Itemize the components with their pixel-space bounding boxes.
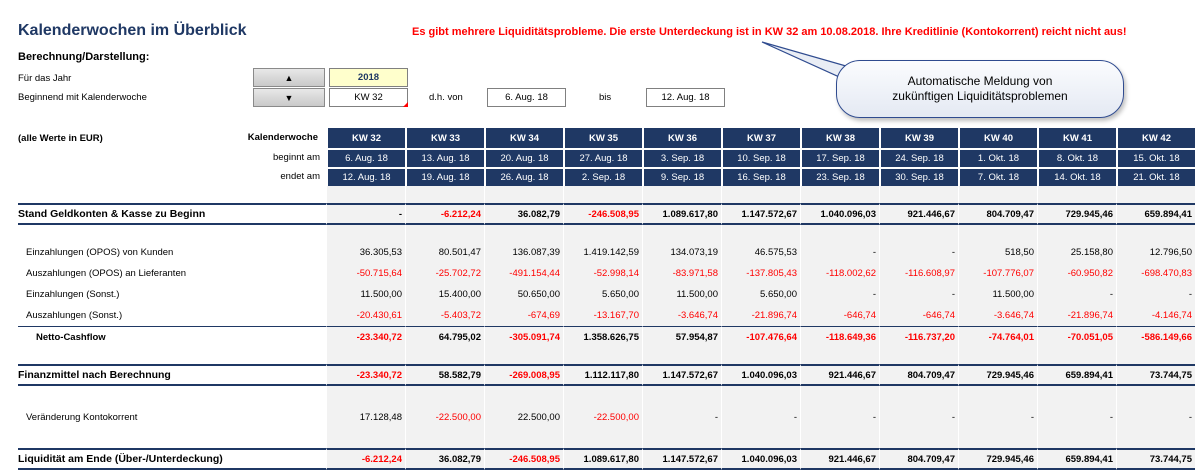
value-cell: -107.476,64 bbox=[721, 326, 800, 347]
spacer-cell bbox=[642, 225, 721, 242]
cashflow-table bbox=[18, 128, 1195, 470]
value-cell: - bbox=[800, 284, 879, 305]
ein-sonst-row bbox=[18, 284, 1195, 305]
spacer-cell bbox=[563, 225, 642, 242]
spacer-cell bbox=[800, 225, 879, 242]
value-cell: -20.430,61 bbox=[326, 305, 405, 326]
spacer-cell bbox=[879, 347, 958, 364]
spacer-cell bbox=[958, 225, 1037, 242]
spacer-cell bbox=[642, 347, 721, 364]
spacer-cell bbox=[405, 186, 484, 203]
value-cell: 729.945,46 bbox=[958, 448, 1037, 470]
spacer-cell bbox=[721, 186, 800, 203]
value-cell: - bbox=[958, 403, 1037, 431]
spacer-cell bbox=[800, 431, 879, 448]
spacer-row bbox=[18, 431, 1195, 448]
value-cell: 136.087,39 bbox=[484, 242, 563, 263]
dh-von-label: d.h. von bbox=[429, 92, 463, 103]
spacer-cell bbox=[405, 386, 484, 403]
value-cell: 1.089.617,80 bbox=[642, 203, 721, 225]
value-cell: 50.650,00 bbox=[484, 284, 563, 305]
value-cell: -646,74 bbox=[879, 305, 958, 326]
kw-header-cell: KW 35 bbox=[563, 128, 642, 148]
year-field[interactable]: 2018 bbox=[329, 68, 408, 87]
start-date-cell: 24. Sep. 18 bbox=[879, 148, 958, 167]
start-date-cell: 8. Okt. 18 bbox=[1037, 148, 1116, 167]
spacer-cell bbox=[879, 225, 958, 242]
spacer-cell bbox=[1037, 386, 1116, 403]
value-cell: -246.508,95 bbox=[563, 203, 642, 225]
liq-row bbox=[18, 448, 1195, 470]
kw-header-cell: KW 40 bbox=[958, 128, 1037, 148]
bis-label: bis bbox=[599, 92, 612, 103]
comment-indicator-icon bbox=[403, 102, 408, 107]
value-cell: 57.954,87 bbox=[642, 326, 721, 347]
row-label: Netto-Cashflow bbox=[18, 326, 326, 347]
callout-line2: zukünftigen Liquiditätsproblemen bbox=[892, 89, 1068, 103]
value-cell: -5.403,72 bbox=[405, 305, 484, 326]
week-field[interactable] bbox=[329, 88, 408, 107]
spacer-cell bbox=[405, 431, 484, 448]
spacer-cell bbox=[721, 225, 800, 242]
value-cell: 64.795,02 bbox=[405, 326, 484, 347]
start-label: beginnt am bbox=[272, 152, 320, 163]
value-cell: -6.212,24 bbox=[326, 448, 405, 470]
value-cell: -118.649,36 bbox=[800, 326, 879, 347]
value-cell: 1.358.626,75 bbox=[563, 326, 642, 347]
value-cell: -70.051,05 bbox=[1037, 326, 1116, 347]
aus-lief-row bbox=[18, 263, 1195, 284]
value-cell: -586.149,66 bbox=[1116, 326, 1195, 347]
kw-header-cell: KW 36 bbox=[642, 128, 721, 148]
value-cell: -60.950,82 bbox=[1037, 263, 1116, 284]
spacer-cell bbox=[958, 186, 1037, 203]
spacer-cell bbox=[1116, 386, 1195, 403]
end-date-cell: 26. Aug. 18 bbox=[484, 167, 563, 186]
end-label: endet am bbox=[280, 171, 320, 182]
start-date-cell: 6. Aug. 18 bbox=[326, 148, 405, 167]
value-cell: 518,50 bbox=[958, 242, 1037, 263]
start-date-cell: 17. Sep. 18 bbox=[800, 148, 879, 167]
spacer-cell bbox=[563, 186, 642, 203]
start-date-cell: 10. Sep. 18 bbox=[721, 148, 800, 167]
year-label: Für das Jahr bbox=[18, 73, 72, 84]
spacer-cell bbox=[484, 386, 563, 403]
start-date-cell: 3. Sep. 18 bbox=[642, 148, 721, 167]
value-cell: 659.894,41 bbox=[1037, 448, 1116, 470]
kw-header-cell: KW 32 bbox=[326, 128, 405, 148]
value-cell: 73.744,75 bbox=[1116, 448, 1195, 470]
value-cell: - bbox=[1116, 284, 1195, 305]
ein-kunden-row bbox=[18, 242, 1195, 263]
spacer-cell bbox=[1037, 186, 1116, 203]
unit-label: (alle Werte in EUR) bbox=[18, 132, 103, 144]
value-cell: - bbox=[800, 242, 879, 263]
value-cell: 1.147.572,67 bbox=[721, 203, 800, 225]
spacer-row bbox=[18, 386, 1195, 403]
value-cell: - bbox=[721, 403, 800, 431]
value-cell: 804.709,47 bbox=[958, 203, 1037, 225]
value-cell: -21.896,74 bbox=[1037, 305, 1116, 326]
value-cell: -6.212,24 bbox=[405, 203, 484, 225]
row-label: Finanzmittel nach Berechnung bbox=[18, 364, 326, 386]
spacer-cell bbox=[800, 186, 879, 203]
end-date-cell: 14. Okt. 18 bbox=[1037, 167, 1116, 186]
value-cell: 11.500,00 bbox=[642, 284, 721, 305]
value-cell: 36.082,79 bbox=[405, 448, 484, 470]
value-cell: -74.764,01 bbox=[958, 326, 1037, 347]
value-cell: 921.446,67 bbox=[800, 448, 879, 470]
value-cell: -116.737,20 bbox=[879, 326, 958, 347]
spacer-cell bbox=[642, 431, 721, 448]
row-label: Stand Geldkonten & Kasse zu Beginn bbox=[18, 203, 326, 225]
spacer-cell bbox=[484, 347, 563, 364]
value-cell: 729.945,46 bbox=[1037, 203, 1116, 225]
spacer-cell bbox=[405, 225, 484, 242]
spacer-cell bbox=[563, 347, 642, 364]
value-cell: -13.167,70 bbox=[563, 305, 642, 326]
value-cell: -674,69 bbox=[484, 305, 563, 326]
value-cell: - bbox=[879, 403, 958, 431]
value-cell: 22.500,00 bbox=[484, 403, 563, 431]
week-label: Beginnend mit Kalenderwoche bbox=[18, 92, 147, 103]
start-row bbox=[18, 148, 1195, 167]
value-cell: 17.128,48 bbox=[326, 403, 405, 431]
aus-sonst-row bbox=[18, 305, 1195, 326]
value-cell: 25.158,80 bbox=[1037, 242, 1116, 263]
from-date-field: 6. Aug. 18 bbox=[487, 88, 566, 107]
value-cell: -23.340,72 bbox=[326, 364, 405, 386]
spacer-cell bbox=[405, 347, 484, 364]
spacer-row bbox=[18, 225, 1195, 242]
spacer-cell bbox=[484, 431, 563, 448]
value-cell: 11.500,00 bbox=[958, 284, 1037, 305]
callout-line1: Automatische Meldung von bbox=[907, 74, 1053, 88]
stand-row bbox=[18, 203, 1195, 225]
netto-row bbox=[18, 326, 1195, 347]
value-cell: - bbox=[326, 203, 405, 225]
value-cell: - bbox=[1037, 284, 1116, 305]
value-cell: 1.089.617,80 bbox=[563, 448, 642, 470]
kw-header-cell: KW 42 bbox=[1116, 128, 1195, 148]
value-cell: -491.154,44 bbox=[484, 263, 563, 284]
value-cell: -4.146,74 bbox=[1116, 305, 1195, 326]
end-date-cell: 30. Sep. 18 bbox=[879, 167, 958, 186]
value-cell: -50.715,64 bbox=[326, 263, 405, 284]
spacer-cell bbox=[721, 386, 800, 403]
value-cell: -698.470,83 bbox=[1116, 263, 1195, 284]
end-date-cell: 21. Okt. 18 bbox=[1116, 167, 1195, 186]
value-cell: 1.147.572,67 bbox=[642, 364, 721, 386]
spacer-cell bbox=[1116, 186, 1195, 203]
value-cell: -3.646,74 bbox=[642, 305, 721, 326]
end-date-cell: 19. Aug. 18 bbox=[405, 167, 484, 186]
spacer-row bbox=[18, 347, 1195, 364]
value-cell: -118.002,62 bbox=[800, 263, 879, 284]
value-cell: -246.508,95 bbox=[484, 448, 563, 470]
spacer-cell bbox=[1037, 225, 1116, 242]
row-label: Liquidität am Ende (Über-/Unterdeckung) bbox=[18, 448, 326, 470]
value-cell: 58.582,79 bbox=[405, 364, 484, 386]
value-cell: -22.500,00 bbox=[563, 403, 642, 431]
spacer-cell bbox=[326, 347, 405, 364]
value-cell: 46.575,53 bbox=[721, 242, 800, 263]
end-date-cell: 23. Sep. 18 bbox=[800, 167, 879, 186]
value-cell: 804.709,47 bbox=[879, 448, 958, 470]
value-cell: 80.501,47 bbox=[405, 242, 484, 263]
liquidity-alert: Es gibt mehrere Liquiditätsprobleme. Die erste Unterdeckung ist in KW 32 am 10.08.2018. Ihre Kreditlinie (Kontokorrent) reicht nicht aus! bbox=[412, 26, 1127, 38]
value-cell: -3.646,74 bbox=[958, 305, 1037, 326]
value-cell: 1.419.142,59 bbox=[563, 242, 642, 263]
value-cell: 1.040.096,03 bbox=[721, 364, 800, 386]
finanz-row bbox=[18, 364, 1195, 386]
end-date-cell: 2. Sep. 18 bbox=[563, 167, 642, 186]
section-subtitle: Berechnung/Darstellung: bbox=[18, 51, 150, 63]
value-cell: -646,74 bbox=[800, 305, 879, 326]
spacer-cell bbox=[326, 386, 405, 403]
value-cell: - bbox=[1116, 403, 1195, 431]
value-cell: 659.894,41 bbox=[1037, 364, 1116, 386]
spacer-cell bbox=[326, 225, 405, 242]
spacer-cell bbox=[484, 225, 563, 242]
spacer-cell bbox=[879, 386, 958, 403]
callout-box bbox=[836, 60, 1124, 118]
spacer-cell bbox=[563, 431, 642, 448]
row-label: Einzahlungen (OPOS) von Kunden bbox=[26, 247, 174, 258]
spacer-cell bbox=[879, 431, 958, 448]
spacer-cell bbox=[958, 347, 1037, 364]
start-date-cell: 20. Aug. 18 bbox=[484, 148, 563, 167]
spacer-cell bbox=[721, 431, 800, 448]
kw-header-row bbox=[18, 128, 1195, 148]
week-value: KW 32 bbox=[354, 92, 383, 103]
value-cell: 921.446,67 bbox=[879, 203, 958, 225]
spacer-cell bbox=[563, 386, 642, 403]
kw-header-cell: KW 33 bbox=[405, 128, 484, 148]
start-date-cell: 1. Okt. 18 bbox=[958, 148, 1037, 167]
spacer-cell bbox=[1116, 225, 1195, 242]
value-cell: 5.650,00 bbox=[721, 284, 800, 305]
value-cell: 36.082,79 bbox=[484, 203, 563, 225]
kw-header-cell: KW 34 bbox=[484, 128, 563, 148]
spacer-cell bbox=[879, 186, 958, 203]
spacer-cell bbox=[800, 386, 879, 403]
value-cell: 1.040.096,03 bbox=[721, 448, 800, 470]
value-cell: -305.091,74 bbox=[484, 326, 563, 347]
kk-row bbox=[18, 403, 1195, 431]
kw-label: Kalenderwoche bbox=[247, 132, 318, 143]
value-cell: -21.896,74 bbox=[721, 305, 800, 326]
start-date-cell: 13. Aug. 18 bbox=[405, 148, 484, 167]
value-cell: - bbox=[800, 403, 879, 431]
value-cell: -107.776,07 bbox=[958, 263, 1037, 284]
spacer-cell bbox=[1037, 431, 1116, 448]
end-date-cell: 9. Sep. 18 bbox=[642, 167, 721, 186]
kw-header-cell: KW 37 bbox=[721, 128, 800, 148]
value-cell: -25.702,72 bbox=[405, 263, 484, 284]
value-cell: -116.608,97 bbox=[879, 263, 958, 284]
value-cell: 1.112.117,80 bbox=[563, 364, 642, 386]
value-cell: -22.500,00 bbox=[405, 403, 484, 431]
row-label: Auszahlungen (Sonst.) bbox=[26, 310, 123, 321]
kw-header-cell: KW 39 bbox=[879, 128, 958, 148]
end-date-cell: 7. Okt. 18 bbox=[958, 167, 1037, 186]
value-cell: 1.040.096,03 bbox=[800, 203, 879, 225]
end-date-cell: 12. Aug. 18 bbox=[326, 167, 405, 186]
end-date-cell: 16. Sep. 18 bbox=[721, 167, 800, 186]
row-label: Auszahlungen (OPOS) an Lieferanten bbox=[26, 268, 187, 279]
value-cell: 36.305,53 bbox=[326, 242, 405, 263]
spacer-cell bbox=[958, 431, 1037, 448]
page-title: Kalenderwochen im Überblick bbox=[18, 22, 247, 39]
value-cell: 804.709,47 bbox=[879, 364, 958, 386]
start-date-cell: 27. Aug. 18 bbox=[563, 148, 642, 167]
value-cell: - bbox=[642, 403, 721, 431]
end-row bbox=[18, 167, 1195, 186]
value-cell: 73.744,75 bbox=[1116, 364, 1195, 386]
value-cell: -23.340,72 bbox=[326, 326, 405, 347]
start-date-cell: 15. Okt. 18 bbox=[1116, 148, 1195, 167]
spin-up-button[interactable]: ▲ bbox=[253, 68, 325, 87]
kw-header-cell: KW 41 bbox=[1037, 128, 1116, 148]
spacer-cell bbox=[326, 431, 405, 448]
spacer-cell bbox=[326, 186, 405, 203]
kw-header-cell: KW 38 bbox=[800, 128, 879, 148]
value-cell: 11.500,00 bbox=[326, 284, 405, 305]
row-label: Veränderung Kontokorrent bbox=[26, 411, 138, 423]
value-cell: 134.073,19 bbox=[642, 242, 721, 263]
value-cell: - bbox=[879, 242, 958, 263]
to-date-field: 12. Aug. 18 bbox=[646, 88, 725, 107]
value-cell: 1.147.572,67 bbox=[642, 448, 721, 470]
spacer-cell bbox=[642, 186, 721, 203]
value-cell: - bbox=[879, 284, 958, 305]
value-cell: 921.446,67 bbox=[800, 364, 879, 386]
spin-down-button[interactable]: ▼ bbox=[253, 88, 325, 107]
value-cell: 15.400,00 bbox=[405, 284, 484, 305]
spacer-cell bbox=[800, 347, 879, 364]
value-cell: 5.650,00 bbox=[563, 284, 642, 305]
spacer-row bbox=[18, 186, 1195, 203]
spacer-cell bbox=[484, 186, 563, 203]
spacer-cell bbox=[1116, 347, 1195, 364]
spacer-cell bbox=[1116, 431, 1195, 448]
value-cell: -83.971,58 bbox=[642, 263, 721, 284]
value-cell: 659.894,41 bbox=[1116, 203, 1195, 225]
value-cell: 12.796,50 bbox=[1116, 242, 1195, 263]
spacer-cell bbox=[958, 386, 1037, 403]
value-cell: -137.805,43 bbox=[721, 263, 800, 284]
spacer-cell bbox=[642, 386, 721, 403]
value-cell: - bbox=[1037, 403, 1116, 431]
row-label: Einzahlungen (Sonst.) bbox=[26, 289, 120, 300]
value-cell: -269.008,95 bbox=[484, 364, 563, 386]
value-cell: -52.998,14 bbox=[563, 263, 642, 284]
spacer-cell bbox=[1037, 347, 1116, 364]
unit-cell bbox=[18, 128, 326, 148]
spacer-cell bbox=[721, 347, 800, 364]
value-cell: 729.945,46 bbox=[958, 364, 1037, 386]
